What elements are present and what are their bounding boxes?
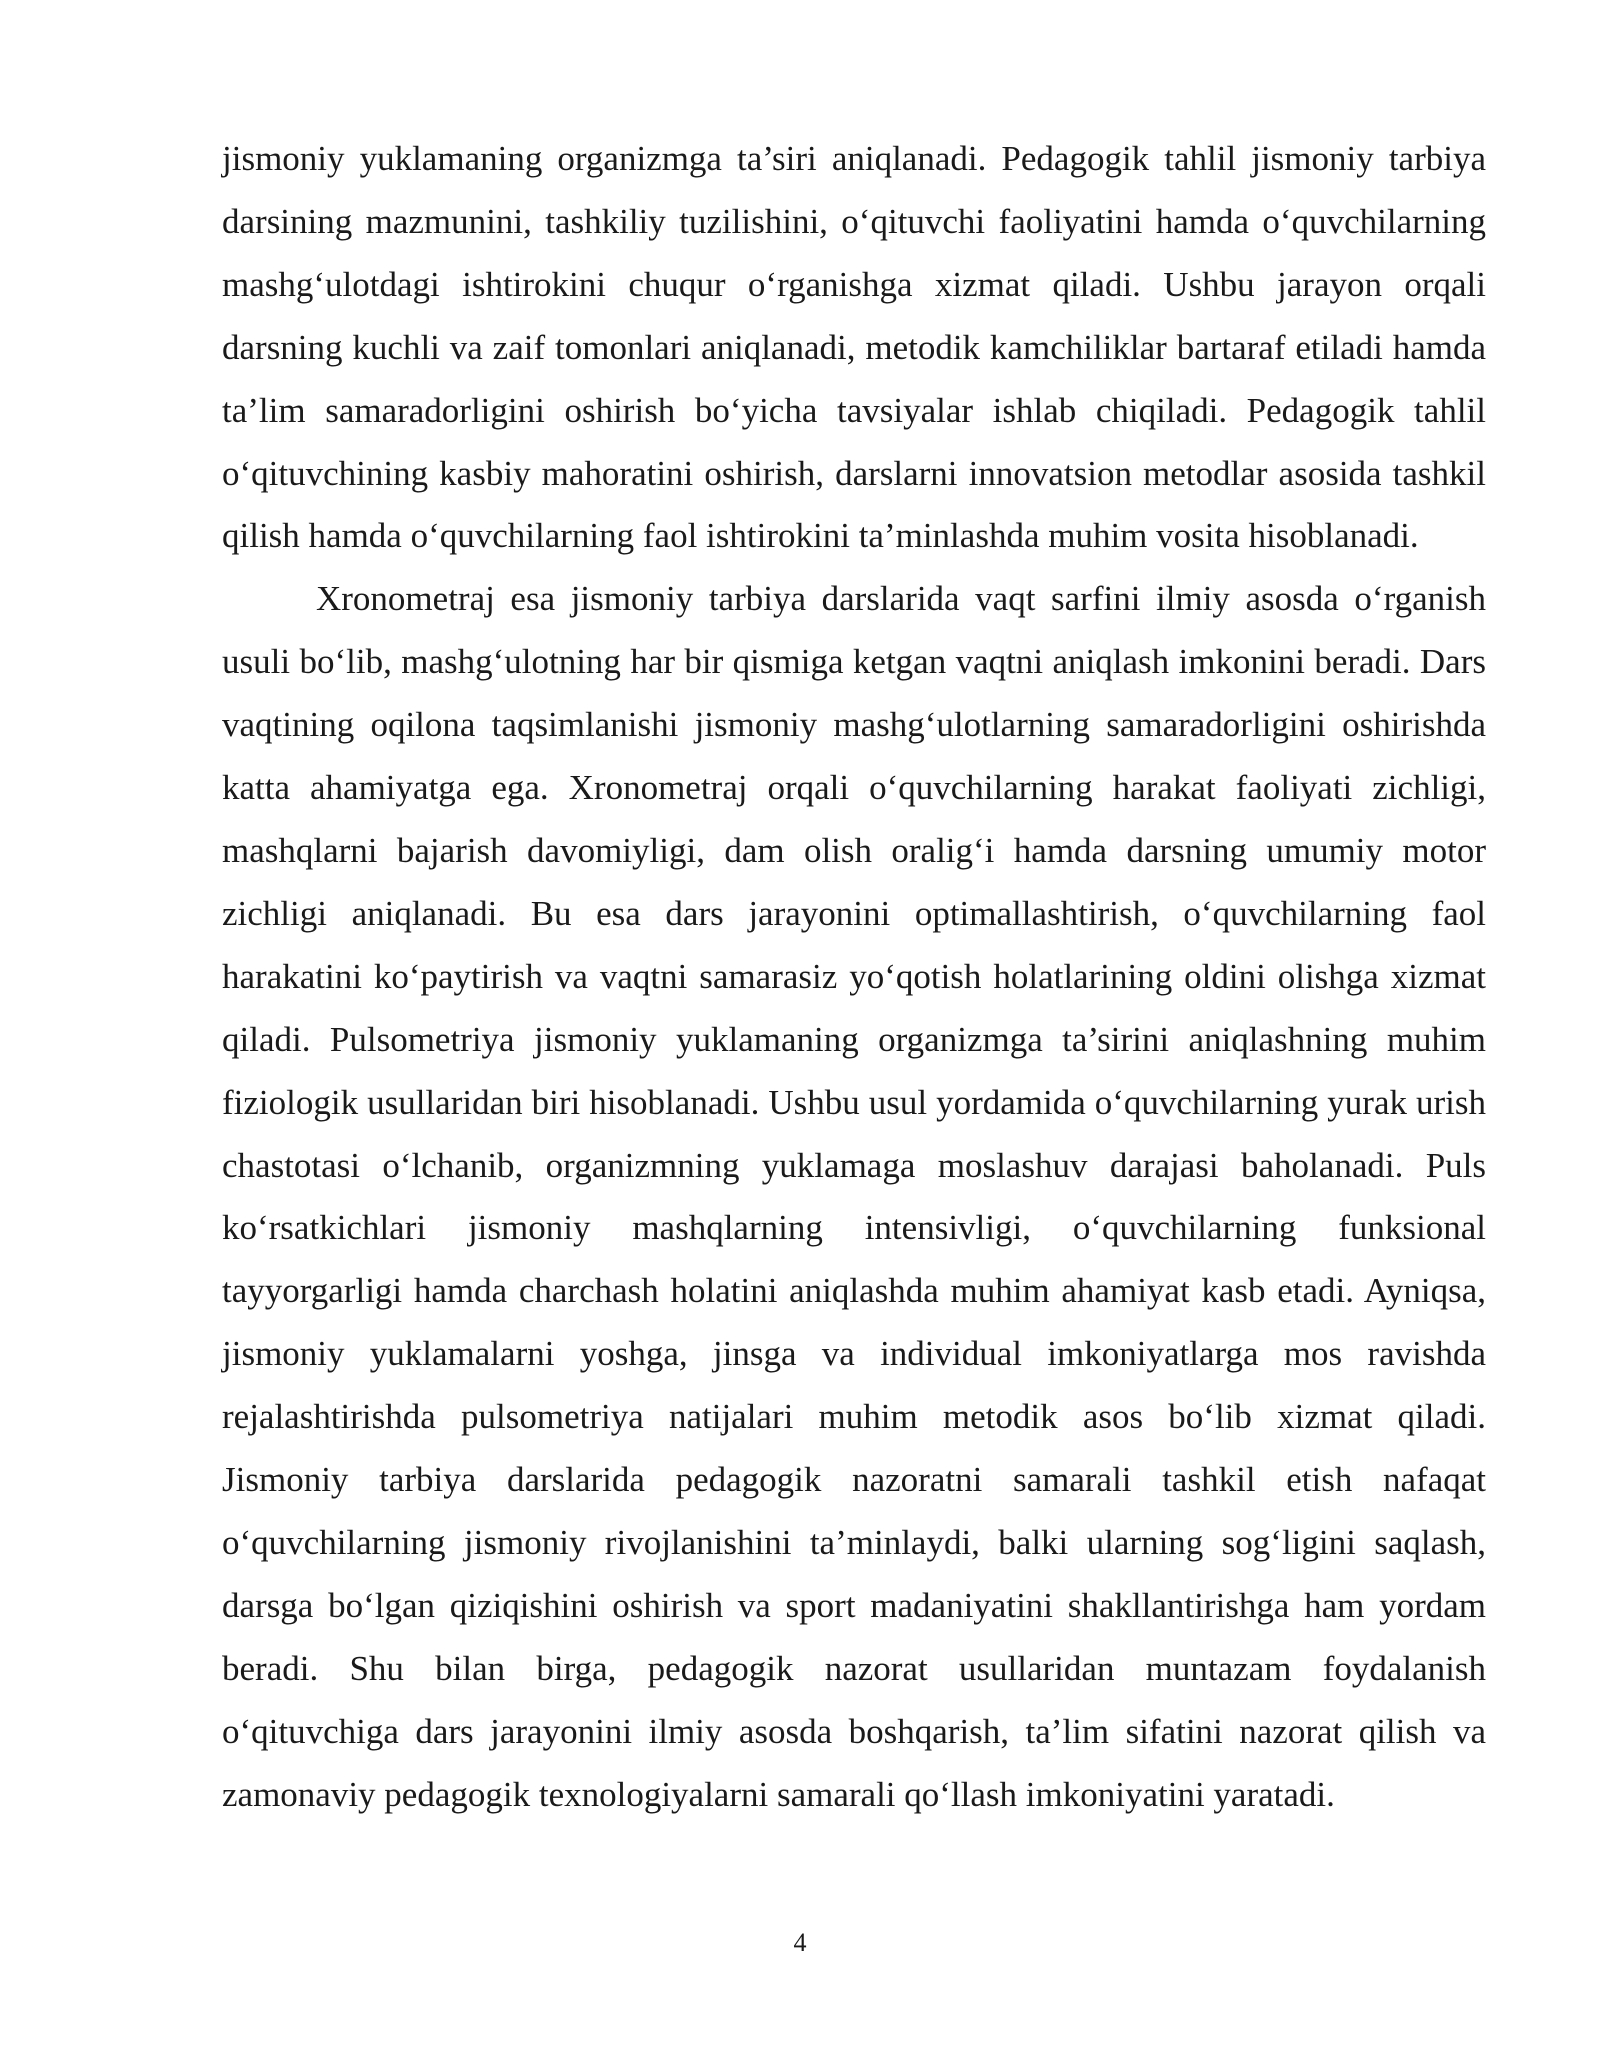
paragraph-continuation: jismoniy yuklamaning organizmga ta’siri aniqlanadi. Pedagogik tahlil jismoniy tarbiya darsining mazmunini, tashkiliy tuzilishini, o‘qituvchi faoliyatini hamda o‘quvchilarning mashg‘ulotdagi ishtirokini chuqur o‘rganishga xizmat qiladi. Ushbu jarayon orqali darsning kuchli va zaif tomonlari aniqlanadi, metodik kamchiliklar bartaraf etiladi hamda ta’lim samaradorligini oshirish bo‘yicha tavsiyalar ishlab chiqiladi. Pedagogik tahlil o‘qituvchining kasbiy mahoratini oshirish, darslarni innovatsion metodlar asosida tashkil qilish hamda o‘quvchilarning faol ishtirokini ta’minlashda muhim vosita hisoblanadi. (222, 139, 1486, 556)
paragraph-xronometraj: Xronometraj esa jismoniy tarbiya darslarida vaqt sarfini ilmiy asosda o‘rganish usuli bo‘lib, mashg‘ulotning har bir qismiga ketgan vaqtni aniqlash imkonini beradi. Dars vaqtining oqilona taqsimlanishi jismoniy mashg‘ulotlarning samaradorligini oshirishda katta ahamiyatga ega. Xronometraj orqali o‘quvchilarning harakat faoliyati zichligi, mashqlarni bajarish davomiyligi, dam olish oralig‘i hamda darsning umumiy motor zichligi aniqlanadi. Bu esa dars jarayonini optimallashtirish, o‘quvchilarning faol harakatini ko‘paytirish va vaqtni samarasiz yo‘qotish holatlarining oldini olishga xizmat qiladi. Pulsometriya jismoniy yuklamaning organizmga ta’sirini aniqlashning muhim fiziologik usullaridan biri hisoblanadi. Ushbu usul yordamida o‘quvchilarning yurak urish chastotasi o‘lchanib, organizmning yuklamaga moslashuv darajasi baholanadi. Puls ko‘rsatkichlari jismoniy mashqlarning intensivligi, o‘quvchilarning funksional tayyorgarligi hamda charchash holatini aniqlashda muhim ahamiyat kasb etadi. Ayniqsa, jismoniy yuklamalarni yoshga, jinsga va individual imkoniyatlarga mos ravishda rejalashtirishda pulsometriya natijalari muhim metodik asos bo‘lib xizmat qiladi. Jismoniy tarbiya darslarida pedagogik nazoratni samarali tashkil etish nafaqat o‘quvchilarning jismoniy rivojlanishini ta’minlaydi, balki ularning sog‘ligini saqlash, darsga bo‘lgan qiziqishini oshirish va sport madaniyatini shakllantirishga ham yordam beradi. Shu bilan birga, pedagogik nazorat usullaridan muntazam foydalanish o‘qituvchiga dars jarayonini ilmiy asosda boshqarish, ta’lim sifatini nazorat qilish va zamonaviy pedagogik texnologiyalarni samarali qo‘llash imkoniyatini yaratadi. (222, 579, 1486, 1814)
page-number: 4 (793, 1928, 807, 1957)
body-text (222, 128, 1486, 1826)
